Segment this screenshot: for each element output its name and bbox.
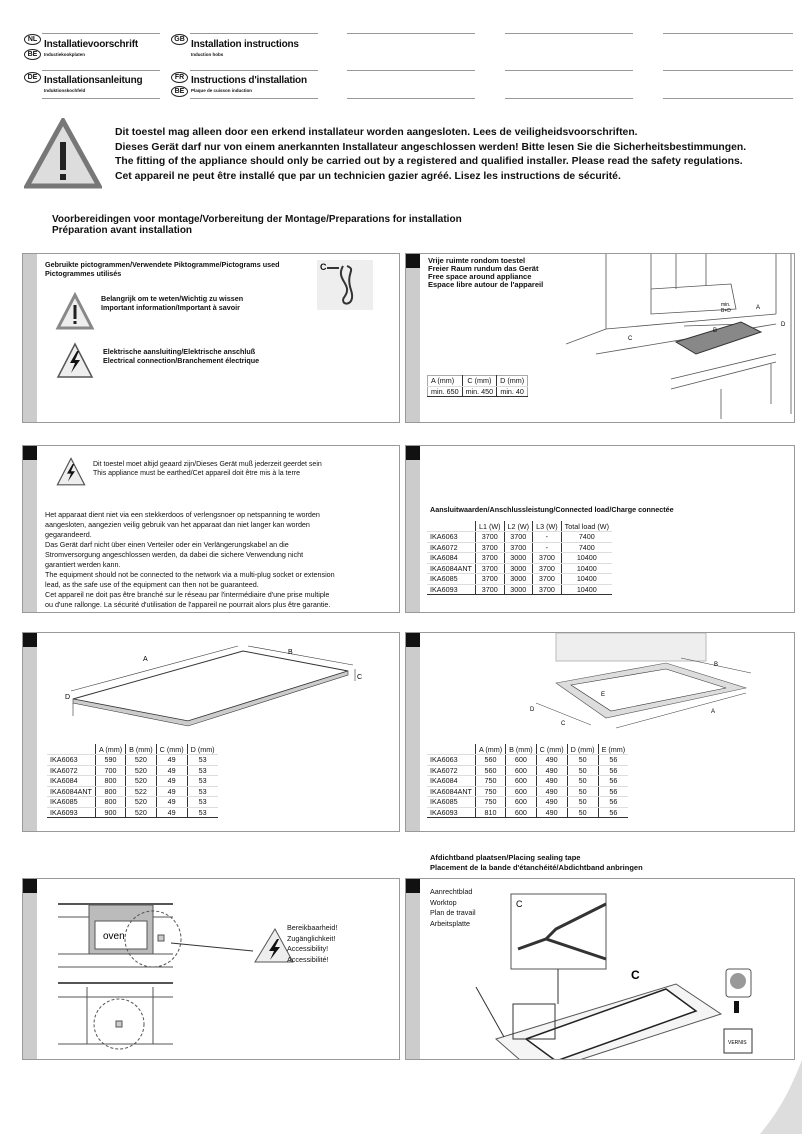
table-cell: 520 (126, 797, 157, 808)
worktop-label: Worktop (430, 897, 457, 907)
table-cell: 3700 (533, 563, 562, 574)
table-cell: 600 (506, 807, 537, 818)
table-header-row (427, 744, 628, 755)
table-cell: 49 (156, 765, 187, 776)
country-badge-be: BE (24, 49, 41, 60)
country-badge-fr: FR (171, 72, 188, 83)
accessibility-label: Zugänglichkeit! (287, 933, 336, 943)
column-header: A (mm) (428, 376, 463, 387)
table-cell: 600 (506, 797, 537, 808)
table-row (47, 765, 218, 776)
table-cell: 490 (536, 765, 567, 776)
section-title-line: Préparation avant installation (52, 225, 193, 236)
c-label: C (631, 968, 640, 982)
free-space-panel (405, 253, 795, 423)
page-curl (760, 1060, 802, 1134)
table-cell: - (533, 542, 562, 553)
table-cell: IKA6084 (47, 776, 95, 787)
table-cell: 7400 (561, 532, 612, 543)
pictograms-title: Gebruikte pictogrammen/Verwendete Piktogramme/Pictograms used (45, 260, 280, 269)
sealing-tape-diagram (466, 889, 766, 1059)
d-label: D (781, 322, 786, 328)
table-cell: 50 (567, 776, 598, 787)
table-header-row (428, 376, 528, 387)
table-cell: IKA6072 (47, 765, 95, 776)
table-row (47, 797, 218, 808)
pictograms-panel (22, 253, 400, 423)
table-cell: IKA6063 (47, 755, 95, 766)
earthing-body (45, 510, 335, 610)
table-cell: 590 (95, 755, 125, 766)
sealing-panel (405, 878, 795, 1060)
column-header (427, 521, 475, 532)
table-cell: 3700 (475, 553, 504, 564)
column-header: D (mm) (497, 376, 528, 387)
dimensions-table (47, 744, 218, 818)
table-cell: min. 40 (497, 386, 528, 397)
table-cell: 53 (187, 807, 217, 818)
column-header: L1 (W) (475, 521, 504, 532)
table-cell: IKA6084ANT (427, 786, 475, 797)
title-nl: Installatievoorschrift (44, 39, 138, 50)
column-header: C (mm) (462, 376, 497, 387)
worktop-label: Arbeitsplatte (430, 918, 470, 928)
table-cell: 10400 (561, 574, 612, 585)
table-row (427, 776, 628, 787)
varnish-label: VERNIS (728, 1040, 747, 1046)
c-label: C (561, 721, 566, 727)
table-cell: 50 (567, 807, 598, 818)
earthing-body-line: Het apparaat dient niet via een stekkerdoos of verlengsnoer op netspanning te worden (45, 510, 320, 519)
earthing-body-line: Cet appareil ne doit pas être branché sur le réseau par l'intermédiaire d'une prise multiple (45, 590, 330, 599)
table-cell: 56 (598, 807, 628, 818)
kitchen-clearance-diagram (566, 254, 794, 422)
column-header: Total load (W) (561, 521, 612, 532)
sealing-title-line: Placement de la bande d'étanchéité/Abdichtband anbringen (430, 863, 643, 872)
free-space-title: Espace libre autour de l'appareil (428, 280, 544, 289)
table-cell: 490 (536, 807, 567, 818)
c-label: C (357, 674, 363, 681)
column-header: B (mm) (506, 744, 537, 755)
table-cell: 56 (598, 755, 628, 766)
table-cell: 53 (187, 776, 217, 787)
table-cell: IKA6084 (427, 553, 475, 564)
table-header-row (427, 521, 612, 532)
earthing-body-line: Das Gerät darf nicht über einen Verteiler oder ein Verlängerungskabel an die (45, 540, 289, 549)
safety-warning (115, 126, 746, 184)
subtitle-de: Induktionskochfeld (44, 88, 86, 93)
table-cell: 10400 (561, 584, 612, 595)
worktop-label: Aanrechtblad (430, 887, 473, 896)
cutout-table (427, 744, 628, 818)
table-row (427, 553, 612, 564)
table-row (427, 786, 628, 797)
cable-illustration (317, 260, 373, 310)
important-label: Belangrijk om te weten/Wichtig zu wissen (101, 294, 244, 303)
important-label: Important information/Important à savoir (101, 303, 240, 312)
table-cell: 10400 (561, 563, 612, 574)
accessibility-label: Accessibilité! (287, 954, 329, 964)
country-badge-nl: NL (24, 34, 41, 45)
worktop-label: Plan de travail (430, 908, 476, 917)
sealing-title-line: Afdichtband plaatsen/Placing sealing tape (430, 853, 581, 862)
warning-line: Dieses Gerät darf nur von einem anerkannten Installateur angeschlossen werden! Bitte lesen Sie die Sicherheitsbestimmungen. (115, 141, 747, 153)
table-cell: 800 (95, 776, 125, 787)
table-cell: 49 (156, 807, 187, 818)
table-cell: 53 (187, 786, 217, 797)
electric-hazard-icon (55, 456, 87, 488)
a-label: A (711, 709, 716, 715)
earthing-title: This appliance must be earthed/Cet appareil doit être mis à la terre (93, 469, 300, 477)
table-row (427, 797, 628, 808)
warning-line: Dit toestel mag alleen door een erkend installateur worden aangesloten. Lees de veiligheidsvoorschriften. (115, 127, 638, 138)
table-cell: IKA6063 (427, 755, 475, 766)
column-header: C (mm) (156, 744, 187, 755)
table-cell: 49 (156, 755, 187, 766)
warning-line: Cet appareil ne peut être installé que par un technicien gazier agréé. Lisez les instructions de sécurité. (115, 170, 621, 182)
accessibility-panel (22, 878, 400, 1060)
country-badge-be: BE (171, 86, 188, 97)
table-cell: 750 (475, 797, 505, 808)
table-cell: 490 (536, 776, 567, 787)
table-row (427, 574, 612, 585)
free-space-title: Vrije ruimte rondom toestel (428, 256, 526, 265)
min-label: min. (721, 302, 731, 308)
table-row (427, 755, 628, 766)
table-row (427, 807, 628, 818)
section-title-line: Voorbereidingen voor montage/Vorbereitung der Montage/Preparations for installation (52, 214, 462, 225)
table-cell: 3700 (475, 532, 504, 543)
free-space-title: Free space around appliance (428, 272, 532, 281)
b-label: B (713, 328, 718, 334)
table-row (428, 386, 528, 397)
subtitle-fr: Plaque de cuisson induction (191, 88, 253, 93)
table-cell: 3000 (504, 563, 533, 574)
table-cell: IKA6085 (427, 797, 475, 808)
table-cell: 53 (187, 755, 217, 766)
table-cell: 520 (126, 755, 157, 766)
c-label: C (516, 899, 523, 909)
table-cell: 3000 (504, 584, 533, 595)
table-cell: 900 (95, 807, 125, 818)
table-cell: 56 (598, 776, 628, 787)
a-label: A (143, 656, 148, 663)
table-cell: 53 (187, 797, 217, 808)
table-cell: IKA6084ANT (427, 563, 475, 574)
title-gb: Installation instructions (191, 39, 299, 50)
accessibility-label: Bereikbaarheid! (287, 923, 338, 932)
connected-load-table (427, 521, 612, 595)
pictograms-title: Pictogrammes utilisés (45, 269, 122, 278)
cutout-diagram (516, 633, 756, 738)
table-cell: 3700 (533, 553, 562, 564)
table-cell: 49 (156, 776, 187, 787)
table-cell: 10400 (561, 553, 612, 564)
table-cell: IKA6093 (427, 807, 475, 818)
c-label: C (628, 336, 633, 342)
earthing-body-line: The equipment should not be connected to the network via a multi-plug socket or extension (45, 570, 335, 579)
oven-label: oven (103, 931, 125, 942)
warning-line: The fitting of the appliance should only be carried out by a registered and qualified installer. Please read the safety regulations. (115, 156, 743, 167)
table-row (427, 532, 612, 543)
column-header: D (mm) (187, 744, 217, 755)
title-de: Installationsanleitung (44, 75, 143, 86)
table-cell: IKA6093 (427, 584, 475, 595)
bd-label: B+D (721, 308, 731, 314)
table-cell: 800 (95, 786, 125, 797)
connected-load-panel (405, 445, 795, 613)
earthing-body-line: garantiert werden kann. (45, 560, 121, 569)
d-label: D (530, 707, 535, 713)
a-label: A (756, 305, 761, 311)
column-header (47, 744, 95, 755)
table-cell: 50 (567, 797, 598, 808)
table-cell: IKA6072 (427, 765, 475, 776)
country-badge-gb: GB (171, 34, 188, 45)
earthing-panel (22, 445, 400, 613)
table-cell: min. 450 (462, 386, 497, 397)
free-space-title: Freier Raum rundum das Gerät (428, 264, 539, 273)
title-fr: Instructions d'installation (191, 75, 307, 86)
electric-hazard-icon (55, 341, 95, 381)
table-cell: 7400 (561, 542, 612, 553)
earthing-body-line: ou d'une rallonge. La sécurité d'utilisation de l'appareil ne pourrait alors plus être garantie. (45, 600, 331, 609)
subtitle-nl: Inductiekookplaten (44, 52, 86, 57)
country-badge-de: DE (24, 72, 41, 83)
table-cell: IKA6072 (427, 542, 475, 553)
connected-load-title: Aansluitwaarden/Anschlussleistung/Connected load/Charge connectée (430, 505, 674, 514)
table-cell: 56 (598, 765, 628, 776)
table-cell: 810 (475, 807, 505, 818)
table-header-row (47, 744, 218, 755)
column-header: C (mm) (536, 744, 567, 755)
section-title (52, 214, 462, 236)
table-cell: IKA6063 (427, 532, 475, 543)
table-cell: 700 (95, 765, 125, 776)
table-cell: 600 (506, 776, 537, 787)
table-cell: 800 (95, 797, 125, 808)
earthing-body-line: aangesloten, aangezien veilig gebruik van het apparaat dan niet langer kan worden (45, 520, 310, 529)
table-cell: IKA6085 (47, 797, 95, 808)
table-cell: 520 (126, 807, 157, 818)
table-cell: 50 (567, 765, 598, 776)
table-cell: IKA6085 (427, 574, 475, 585)
subtitle-gb: Induction hobs (191, 52, 224, 57)
table-cell: IKA6093 (47, 807, 95, 818)
table-cell: 520 (126, 776, 157, 787)
table-cell: 520 (126, 765, 157, 776)
table-cell: 56 (598, 797, 628, 808)
column-header (427, 744, 475, 755)
e-label: E (601, 692, 606, 698)
earthing-body-line: Stromversorgung angeschlossen werden, da dabei die sichere Verwendung nicht (45, 550, 304, 559)
table-cell: 3000 (504, 574, 533, 585)
table-cell: 3700 (533, 584, 562, 595)
b-label: B (288, 649, 293, 656)
table-cell: 3700 (504, 542, 533, 553)
table-cell: 56 (598, 786, 628, 797)
table-row (47, 807, 218, 818)
table-cell: 750 (475, 776, 505, 787)
table-cell: 49 (156, 797, 187, 808)
table-cell: min. 650 (428, 386, 463, 397)
earthing-body-line: gegarandeerd. (45, 530, 92, 539)
table-cell: IKA6084ANT (47, 786, 95, 797)
table-cell: - (533, 532, 562, 543)
table-cell: 522 (126, 786, 157, 797)
column-header: A (mm) (475, 744, 505, 755)
electrical-label: Elektrische aansluiting/Elektrische anschluß (103, 347, 256, 356)
table-row (427, 765, 628, 776)
warning-triangle-icon (24, 118, 102, 190)
cutout-panel (405, 632, 795, 832)
column-header: A (mm) (95, 744, 125, 755)
hob-dimensions-diagram (63, 641, 363, 731)
sealing-title (430, 853, 643, 873)
table-cell: 53 (187, 765, 217, 776)
table-cell: 490 (536, 797, 567, 808)
column-header: E (mm) (598, 744, 628, 755)
table-cell: 600 (506, 765, 537, 776)
table-row (47, 755, 218, 766)
table-cell: 3700 (504, 532, 533, 543)
table-cell: 3700 (475, 574, 504, 585)
table-cell: 490 (536, 786, 567, 797)
table-row (427, 542, 612, 553)
warning-triangle-icon (55, 292, 95, 332)
table-row (427, 563, 612, 574)
cable-label: C (320, 262, 327, 272)
earthing-title: Dit toestel moet altijd geaard zijn/Dieses Gerät muß jederzeit geerdet sein (93, 461, 322, 468)
table-cell: 750 (475, 786, 505, 797)
table-cell: 49 (156, 786, 187, 797)
accessibility-label: Accessibility! (287, 944, 329, 953)
column-header: L3 (W) (533, 521, 562, 532)
d-label: D (65, 694, 71, 701)
table-cell: 3700 (475, 584, 504, 595)
table-cell: 560 (475, 765, 505, 776)
table-cell: 560 (475, 755, 505, 766)
table-cell: 490 (536, 755, 567, 766)
b-label: B (714, 662, 719, 668)
electrical-label: Electrical connection/Branchement électrique (103, 356, 260, 365)
table-cell: 3700 (475, 542, 504, 553)
clearance-table (427, 375, 528, 397)
oven-socket-diagram (53, 889, 393, 1059)
table-cell: IKA6084 (427, 776, 475, 787)
column-header: D (mm) (567, 744, 598, 755)
dimensions-panel (22, 632, 400, 832)
table-row (427, 584, 612, 595)
earthing-body-line: lead, as the safe use of the equipment can then not be guaranteed. (45, 580, 259, 589)
table-row (47, 786, 218, 797)
table-cell: 3000 (504, 553, 533, 564)
table-row (47, 776, 218, 787)
table-cell: 3700 (475, 563, 504, 574)
table-cell: 50 (567, 755, 598, 766)
column-header: L2 (W) (504, 521, 533, 532)
table-cell: 600 (506, 786, 537, 797)
table-cell: 3700 (533, 574, 562, 585)
table-cell: 50 (567, 786, 598, 797)
table-cell: 600 (506, 755, 537, 766)
column-header: B (mm) (126, 744, 157, 755)
